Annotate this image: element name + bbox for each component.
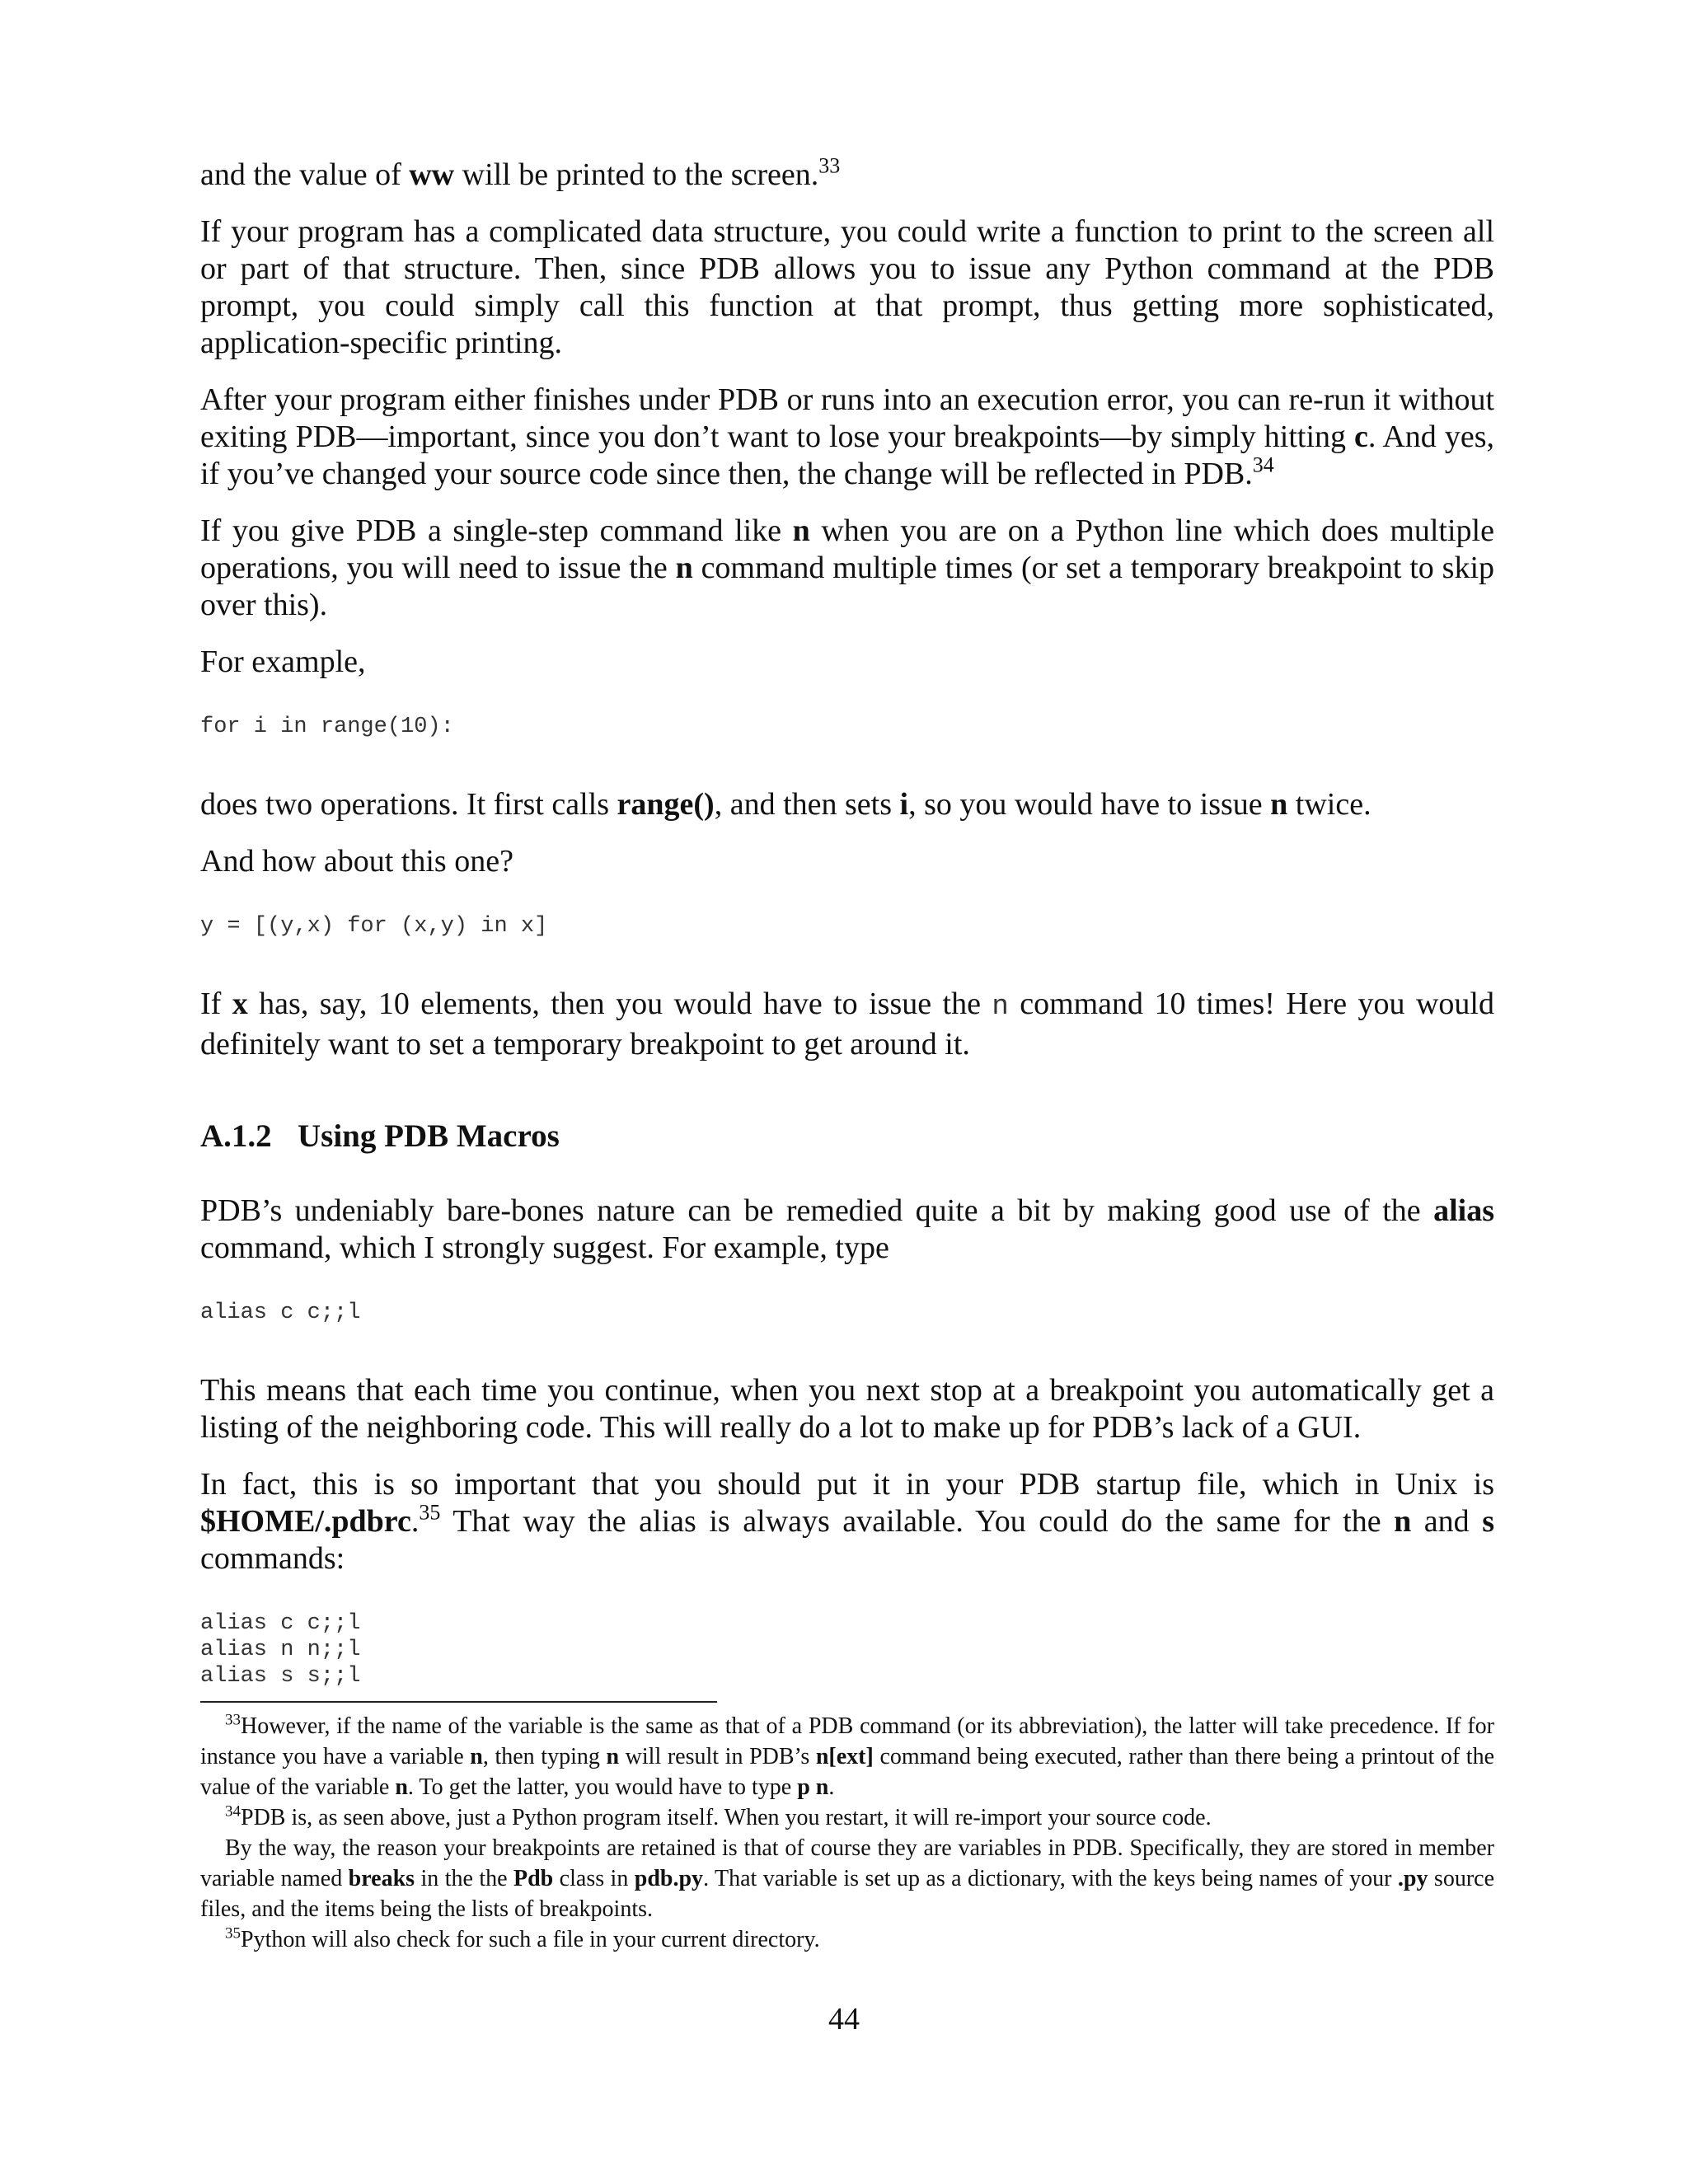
footnote-33 (200, 1711, 1494, 1802)
bold-term: alias (1433, 1193, 1494, 1228)
footnote-34 (200, 1802, 1494, 1833)
code-block-alias-c: alias c c;;l (200, 1301, 361, 1325)
footnote-mark: 35 (225, 1924, 241, 1943)
text: command multiple times (or set a temporary breakpoint to skip over this). (200, 551, 1494, 622)
footnote-ref-34[interactable]: 34 (1252, 452, 1274, 477)
bold-term: s (1482, 1504, 1494, 1539)
page-body (200, 153, 1495, 1955)
text: PDB is, as seen above, just a Python program itself. When you restart, it will re-import your source code. (241, 1805, 1212, 1830)
footnote-35 (200, 1924, 1494, 1955)
text: . To get the latter, you would have to type (407, 1774, 798, 1800)
text: command, which I strongly suggest. For example, type (200, 1230, 889, 1265)
text: However, if the name of the variable is the same as that of a PDB command (or its abbreviation), the latter will take precedence. If for instance you have a variable (200, 1713, 1494, 1769)
paragraph-single-step (200, 513, 1494, 624)
footnote-mark: 34 (225, 1802, 241, 1821)
text: command being executed, rather than there being a printout of the value of the variable (200, 1744, 1495, 1800)
code-block-aliases: alias c c;;l alias n n;;l alias s s;;l (200, 1611, 361, 1689)
bold-term: n (395, 1774, 408, 1800)
inline-code: n (992, 991, 1009, 1023)
footnotes (200, 1711, 1494, 1955)
footnote-divider (200, 1701, 717, 1703)
text: twice. (1287, 787, 1372, 822)
text: , then typing (482, 1744, 607, 1769)
bold-term: i (899, 787, 909, 822)
bold-term: n[ext] (815, 1744, 874, 1769)
section-title: Using PDB Macros (298, 1118, 560, 1154)
text: command 10 times! Here you would definitely want to set a temporary breakpoint to get around it. (200, 987, 1494, 1062)
paragraph-how-about: And how about this one? (200, 844, 513, 879)
text: . (828, 1774, 835, 1800)
text: and (1411, 1504, 1483, 1539)
text: If you give PDB a single-step command like (200, 513, 793, 548)
bold-term: n (792, 513, 810, 548)
paragraph-data-structure: If your program has a complicated data structure, you could write a function to print to the screen all or part of that structure. Then, since PDB allows you to issue any Python command at the PDB prompt, you could simply call this function at that prompt, thus getting more sophisticated, application-specific printing. (200, 214, 1494, 360)
page-number: 44 (828, 2002, 860, 2036)
text: when you are on a Python line which does multiple operations, you will need to issue the (200, 513, 1494, 585)
text: Python will also check for such a file in your current directory. (241, 1927, 820, 1952)
bold-term: Pdb (513, 1866, 554, 1891)
paragraph-for-example: For example, (200, 644, 366, 679)
bold-term: breaks (348, 1866, 415, 1891)
bold-term: c (1354, 419, 1368, 454)
paragraph-continue-listing: This means that each time you continue, when you next stop at a breakpoint you automatically get a listing of the neighboring code. This will really do a lot to make up for PDB’s lack of a GUI. (200, 1373, 1494, 1445)
footnote-34-continued (200, 1833, 1494, 1924)
text: That way the alias is always available. You could do the same for the (440, 1504, 1395, 1539)
text: commands: (200, 1541, 345, 1576)
bold-term: pdb.py (634, 1866, 704, 1891)
text: PDB’s undeniably bare-bones nature can be remedied quite a bit by making good use of the (200, 1193, 1434, 1228)
bold-term: range() (617, 787, 715, 822)
bold-term: n (1394, 1504, 1412, 1539)
paragraph-pdbrc (200, 1466, 1494, 1577)
text: , so you would have to issue (908, 787, 1271, 822)
text: After your program either finishes under PDB or runs into an execution error, you can re-run it without exiting PDB—important, since you don’t want to lose your breakpoints—by simply hitting (200, 382, 1494, 454)
bold-term: n (1270, 787, 1288, 822)
paragraph-ten-elements (200, 986, 1494, 1063)
text: and the value of (200, 157, 410, 192)
code-block-for-loop: for i in range(10): (200, 715, 454, 739)
section-number: A.1.2 (200, 1118, 272, 1154)
text: will result in PDB’s (619, 1744, 816, 1769)
bold-term: n (606, 1744, 620, 1769)
code-block-list-comprehension: y = [(y,x) for (x,y) in x] (200, 914, 548, 939)
bold-term: n (470, 1744, 483, 1769)
bold-term: $HOME/.pdbrc (200, 1504, 411, 1539)
paragraph-rerun (200, 382, 1494, 493)
footnote-ref-35[interactable]: 35 (419, 1500, 441, 1525)
bold-term: n (675, 551, 693, 585)
text: By the way, the reason your breakpoints are retained is that of course they are variables in PDB. Specifically, they are stored in member variable named (200, 1835, 1494, 1891)
paragraph-ww-printed (200, 153, 1494, 194)
text: . That variable is set up as a dictionary, with the keys being names of your (703, 1866, 1398, 1891)
footnote-ref-33[interactable]: 33 (818, 153, 841, 178)
text: does two operations. It first calls (200, 787, 617, 822)
paragraph-alias-intro (200, 1193, 1494, 1267)
text: If (200, 987, 232, 1021)
bold-term: .py (1397, 1866, 1428, 1891)
paragraph-two-operations (200, 786, 1494, 823)
text: source files, and the items being the lists of breakpoints. (200, 1866, 1494, 1922)
bold-term: ww (409, 157, 455, 192)
text: In fact, this is so important that you should put it in your PDB startup file, which in Unix is (200, 1467, 1494, 1502)
bold-term: x (232, 987, 248, 1021)
footnote-mark: 33 (225, 1711, 241, 1729)
text: has, say, 10 elements, then you would have to issue the (247, 987, 992, 1021)
text: . And yes, if you’ve changed your source code since then, the change will be reflected in PDB. (200, 419, 1494, 491)
text: in the the (415, 1866, 513, 1891)
text: . (410, 1504, 420, 1539)
text: class in (553, 1866, 635, 1891)
text: , and then sets (714, 787, 900, 822)
section-heading (200, 1118, 1494, 1155)
bold-term: p n (797, 1774, 829, 1800)
text: will be printed to the screen. (454, 157, 819, 192)
